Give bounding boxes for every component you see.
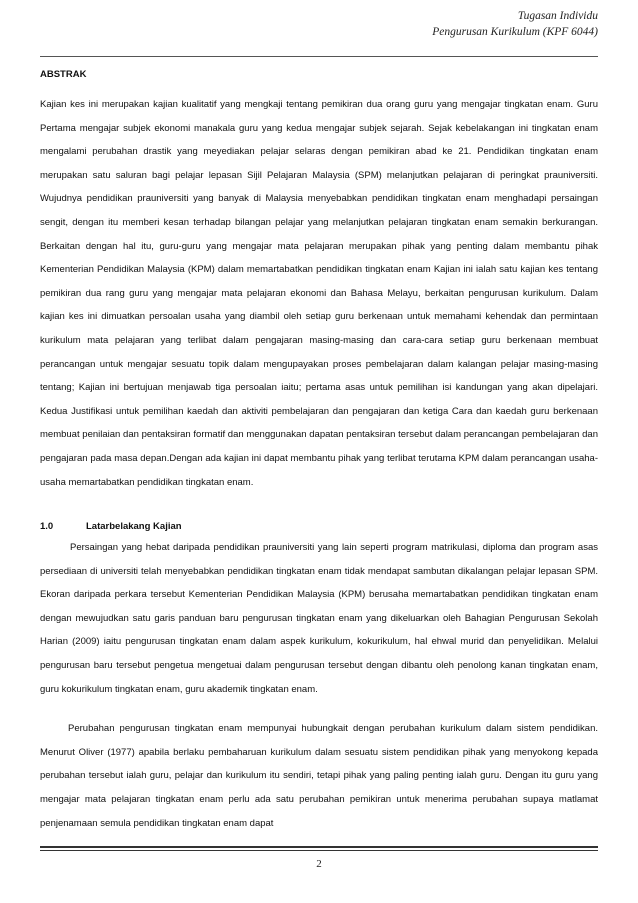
header-divider bbox=[40, 56, 598, 57]
section-heading bbox=[40, 518, 598, 536]
running-header bbox=[432, 8, 598, 40]
page-number: 2 bbox=[316, 858, 322, 870]
abstract-heading: ABSTRAK bbox=[40, 69, 87, 80]
abstract-text: Kajian kes ini merupakan kajian kualitatif yang mengkaji tentang pemikiran dua orang guru yang mengajar tingkatan enam. Guru Pertama mengajar subjek ekonomi manakala guru yang kedua mengajar subjek sejarah. Sejak kebelakangan ini tingkatan enam mengalami perubahan drastik yang meyediakan pelajar selaras dengan pemikiran abad ke 21. Pendidikan tingkatan enam merupakan satu saluran bagi pelajar lepasan Sijil Pelajaran Malaysia (SPM) melanjutkan pelajaran di peringkat prauniversiti. Wujudnya pendidikan prauniversiti yang banyak di Malaysia menyebabkan pendidikan tingkatan enam menghadapi persaingan sengit, dengan itu memberi kesan terhadap bilangan pelajar yang melanjutkan pelajaran tingkatan enam semakin berkurangan. Berkaitan dengan hal itu, guru-guru yang mengajar mata pelajaran merupakan pihak yang penting dalam membantu pihak Kementerian Pendidikan Malaysia (KPM) dalam memartabatkan pendidikan tingkatan enam Kajian ini ialah satu kajian kes tentang pemikiran dua rang guru yang mengajar mata pelajaran ekonomi dan Bahasa Melayu, berkaitan pengurusan kurikulum. Dalam kajian kes ini dimuatkan persoalan usaha yang diambil oleh setiap guru berkenaan untuk memahami kehendak dan permintaan kurikulum mata pelajaran yang terlibat dalam pengajaran masing-masing dan cara-cara setiap guru berkenaan membuat perancangan untuk mengajar sesuatu topik dalam mengupayakan proses pembelajaran dalam kalangan pelajar masing-masing tentang; Kajian ini bertujuan menjawab tiga persoalan iaitu; pertama asas untuk pemilihan isi kandungan yang akan dipelajari. Kedua Justifikasi untuk pemilihan kaedah dan aktiviti pembelajaran dan pengajaran dan ketiga Cara dan kaedah guru berkenaan membuat penilaian dan pentaksiran formatif dan menggunakan dapatan pentaksiran tersebut dalam perancangan pembelajaran dan pengajaran pada masa depan.Dengan ada kajian ini dapat membantu pihak yang terlibat terutama KPM dalam perancangan usaha-usaha memartabatkan pendidikan tingkatan enam. bbox=[40, 99, 598, 488]
footer-divider bbox=[40, 846, 598, 848]
document-body bbox=[40, 64, 598, 835]
section-paragraph-2: Perubahan pengurusan tingkatan enam mempunyai hubungkait dengan perubahan kurikulum dalam sistem pendidikan. Menurut Oliver (1977) apabila berlaku pembaharuan kurikulum dalam sesuatu sistem pendidikan pihak yang menyokong kepada perubahan tersebut ialah guru, pelajar dan kurikulum itu sendiri, tetapi pihak yang paling penting ialah guru. Dengan itu guru yang mengajar mata pelajaran tingkatan enam perlu ada satu perubahan pemikiran untuk menerima perubahan supaya matlamat penjenamaan semula pendidikan tingkatan enam dapat bbox=[40, 723, 598, 829]
section-title: Latarbelakang Kajian bbox=[86, 521, 182, 533]
section-paragraph-1: Persaingan yang hebat daripada pendidikan prauniversiti yang lain seperti program matrikulasi, diploma dan program asas persediaan di universiti telah menyebabkan pendidikan tingkatan enam tidak mendapat sambutan dikalangan pelajar lepasan SPM. Ekoran daripada perkara tersebut Kementerian Pendidikan Malaysia (KPM) berusaha memartabatkan pendidikan tingkatan enam dengan mewujudkan satu garis panduan baru pengurusan tingkatan enam yang dikeluarkan oleh Bahagian Pengurusan Sekolah Harian (2009) iaitu pengurusan tingkatan enam dalam aspek kurikulum, kokurikulum, hal ehwal murid dan penyelidikan. Melalui pengurusan baru tersebut pengetua mengetuai dalam pengurusan tersebut dengan dibantu oleh penolong kanan tingkatan enam, guru kokurikulum tingkatan enam, guru akademik tingkatan enam. bbox=[40, 542, 598, 695]
header-course-type: Tugasan Individu bbox=[517, 10, 598, 22]
footer-divider-thin bbox=[40, 850, 598, 851]
section-number: 1.0 bbox=[40, 521, 54, 533]
header-course-name: Pengurusan Kurikulum (KPF 6044) bbox=[432, 26, 598, 38]
